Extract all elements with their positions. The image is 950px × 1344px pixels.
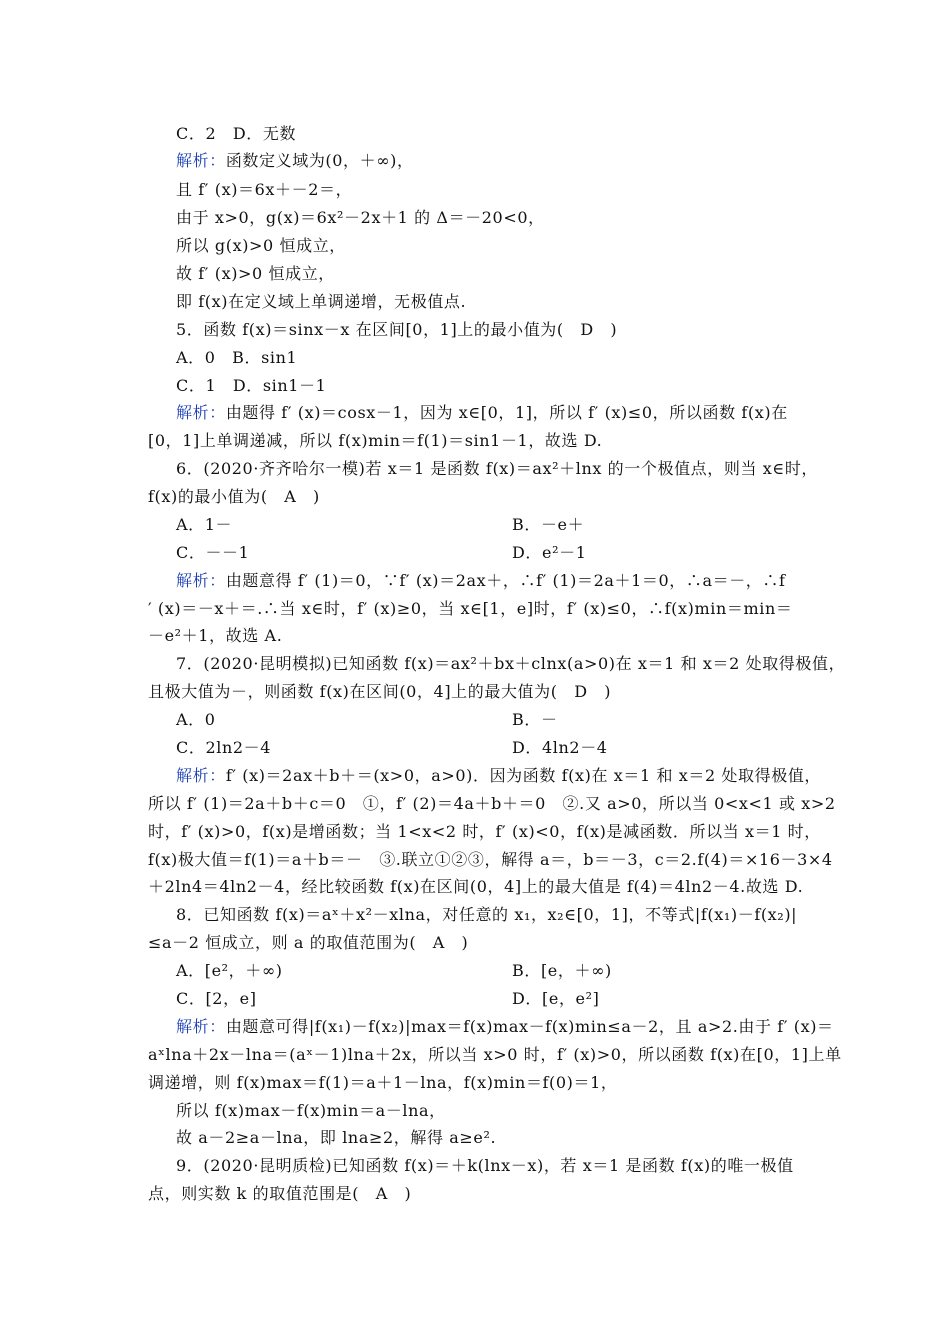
line-text: 所以 f′ (1)＝2a＋b＋c＝0 ①，f′ (2)＝4a＋b＋＝0 ②.又 a>0，所以当 0<x<1 或 x>2	[148, 794, 836, 813]
text-line-l24	[176, 766, 821, 786]
text-line-l29	[176, 905, 797, 925]
text-line-l04	[176, 208, 545, 228]
text-line-l35	[148, 1073, 618, 1093]
text-line-l39	[148, 1184, 411, 1204]
line-text: D．e²－1	[512, 543, 587, 562]
analysis-label: 解析：	[176, 1017, 226, 1036]
text-line-l03	[176, 180, 352, 200]
line-text: 所以 f(x)max－f(x)min＝a－lna，	[176, 1101, 446, 1120]
line-text: f′ (x)＝2ax＋b＋＝(x>0，a>0)．因为函数 f(x)在 x＝1 和 x＝2 处取得极值，	[225, 766, 822, 785]
line-text: 6．(2020·齐齐哈尔一模)若 x＝1 是函数 f(x)＝ax²＋lnx 的一个极值点，则当 x∈时，	[176, 459, 819, 478]
text-line-l32	[176, 989, 257, 1009]
text-line-l05	[176, 236, 346, 256]
text-line-l20	[176, 654, 845, 674]
line-text: f(x)的最小值为( A )	[148, 487, 320, 506]
line-text: 由题意可得|f(x₁)－f(x₂)|max＝f(x)max－f(x)min≤a－2，且 a>2.由于 f′ (x)＝	[225, 1017, 834, 1036]
text-line-l01	[176, 124, 296, 144]
text-line-l23b	[512, 738, 608, 758]
line-text: B．－	[512, 710, 558, 729]
line-text: ＋2ln4＝4ln2－4，经比较函数 f(x)在区间(0，4]上的最大值是 f(4)＝4ln2－4.故选 D.	[148, 877, 804, 896]
text-line-l25	[148, 794, 836, 814]
line-text: C．[2，e]	[176, 989, 257, 1008]
text-line-l15b	[512, 515, 584, 535]
text-line-l21	[148, 682, 611, 702]
text-line-l22b	[512, 710, 558, 730]
text-line-l17	[176, 571, 786, 591]
line-text: 故 a－2≥a－lna，即 lna≥2，解得 a≥e².	[176, 1128, 497, 1147]
line-text: 即 f(x)在定义域上单调递增，无极值点.	[176, 292, 467, 311]
line-text: C．－－1	[176, 543, 250, 562]
line-text: [0，1]上单调递减，所以 f(x)min＝f(1)＝sin1－1，故选 D.	[148, 431, 603, 450]
line-text: A．1－	[176, 515, 233, 534]
line-text: 调递增，则 f(x)max＝f(1)＝a＋1－lna，f(x)min＝f(0)＝1，	[148, 1073, 618, 1092]
analysis-label: 解析：	[176, 766, 226, 785]
line-text: 函数定义域为(0，＋∞)，	[225, 151, 414, 170]
line-text: 7．(2020·昆明模拟)已知函数 f(x)＝ax²＋bx＋clnx(a>0)在 x＝1 和 x＝2 处取得极值，	[176, 654, 846, 673]
line-text: 由于 x>0，g(x)＝6x²－2x＋1 的 Δ＝－20<0，	[176, 208, 545, 227]
text-line-l36	[176, 1101, 446, 1121]
line-text: ≤a－2 恒成立，则 a 的取值范围为( A )	[148, 933, 469, 952]
text-line-l34	[148, 1045, 842, 1065]
text-line-l10	[176, 376, 326, 396]
line-text: A．0 B．sin1	[176, 348, 298, 367]
line-text: 由题得 f′ (x)＝cosx－1，因为 x∈[0，1]，所以 f′ (x)≤0，所以函数 f(x)在	[225, 403, 788, 422]
text-line-l33	[176, 1017, 834, 1037]
text-line-l28	[148, 877, 803, 897]
line-text: 点，则实数 k 的取值范围是( A )	[148, 1184, 412, 1203]
text-line-l23	[176, 738, 271, 758]
line-text: 故 f′ (x)>0 恒成立，	[176, 264, 335, 283]
text-line-l16	[176, 543, 249, 563]
line-text: D．[e，e²]	[512, 989, 600, 1008]
text-line-l11	[176, 403, 788, 423]
line-text: f(x)极大值＝f(1)＝a＋b＝－ ③.联立①②③，解得 a＝，b＝－3，c＝2.f(4)＝×16－3×4	[148, 850, 833, 869]
line-text: 时，f′ (x)>0，f(x)是增函数；当 1<x<2 时，f′ (x)<0，f(x)是减函数．所以当 x＝1 时，	[148, 822, 821, 841]
text-line-l13	[176, 459, 818, 479]
line-text: 且 f′ (x)＝6x＋－2＝，	[176, 180, 353, 199]
analysis-label: 解析：	[176, 151, 226, 170]
text-line-l31b	[512, 961, 612, 981]
line-text: D．4ln2－4	[512, 738, 608, 757]
line-text: 9．(2020·昆明质检)已知函数 f(x)＝＋k(lnx－x)，若 x＝1 是函数 f(x)的唯一极值	[176, 1156, 794, 1175]
line-text: aˣlna＋2x－lna＝(aˣ－1)lna＋2x，所以当 x>0 时，f′ (x)>0，所以函数 f(x)在[0，1]上单	[148, 1045, 842, 1064]
line-text: 所以 g(x)>0 恒成立，	[176, 236, 346, 255]
text-line-l27	[148, 850, 833, 870]
line-text: B．－e＋	[512, 515, 585, 534]
text-line-l02	[176, 151, 414, 171]
text-line-l08	[176, 320, 617, 340]
line-text: 由题意得 f′ (1)＝0，∵f′ (x)＝2ax＋，∴f′ (1)＝2a＋1＝0，∴a＝－，∴f	[225, 571, 786, 590]
line-text: ′ (x)＝－x＋＝.∴当 x∈时，f′ (x)≥0，当 x∈[1，e]时，f′ (x)≤0，∴f(x)min＝min＝	[148, 599, 793, 618]
line-text: A．0	[176, 710, 216, 729]
text-line-l30	[148, 933, 468, 953]
text-line-l22	[176, 710, 216, 730]
text-line-l09	[176, 348, 297, 368]
line-text: 且极大值为－，则函数 f(x)在区间(0，4]上的最大值为( D )	[148, 682, 612, 701]
text-line-l18	[148, 599, 792, 619]
text-line-l07	[176, 292, 466, 312]
text-line-l31	[176, 961, 283, 981]
text-line-l16b	[512, 543, 587, 563]
line-text: 5．函数 f(x)＝sinx－x 在区间[0，1]上的最小值为( D )	[176, 320, 618, 339]
text-line-l14	[148, 487, 320, 507]
line-text: B．[e，＋∞)	[512, 961, 612, 980]
text-line-l06	[176, 264, 335, 284]
line-text: A．[e²，＋∞)	[176, 961, 283, 980]
text-line-l15	[176, 515, 232, 535]
analysis-label: 解析：	[176, 403, 226, 422]
line-text: C．1 D．sin1－1	[176, 376, 327, 395]
analysis-label: 解析：	[176, 571, 226, 590]
text-line-l32b	[512, 989, 599, 1009]
text-line-l37	[176, 1128, 496, 1148]
text-line-l26	[148, 822, 821, 842]
text-line-l38	[176, 1156, 794, 1176]
text-line-l19	[148, 626, 282, 646]
line-text: 8．已知函数 f(x)＝aˣ＋x²－xlna，对任意的 x₁，x₂∈[0，1]，不等式|f(x₁)－f(x₂)|	[176, 905, 798, 924]
line-text: C．2 D．无数	[176, 124, 297, 143]
line-text: C．2ln2－4	[176, 738, 272, 757]
text-line-l12	[148, 431, 602, 451]
line-text: －e²＋1，故选 A.	[148, 626, 283, 645]
